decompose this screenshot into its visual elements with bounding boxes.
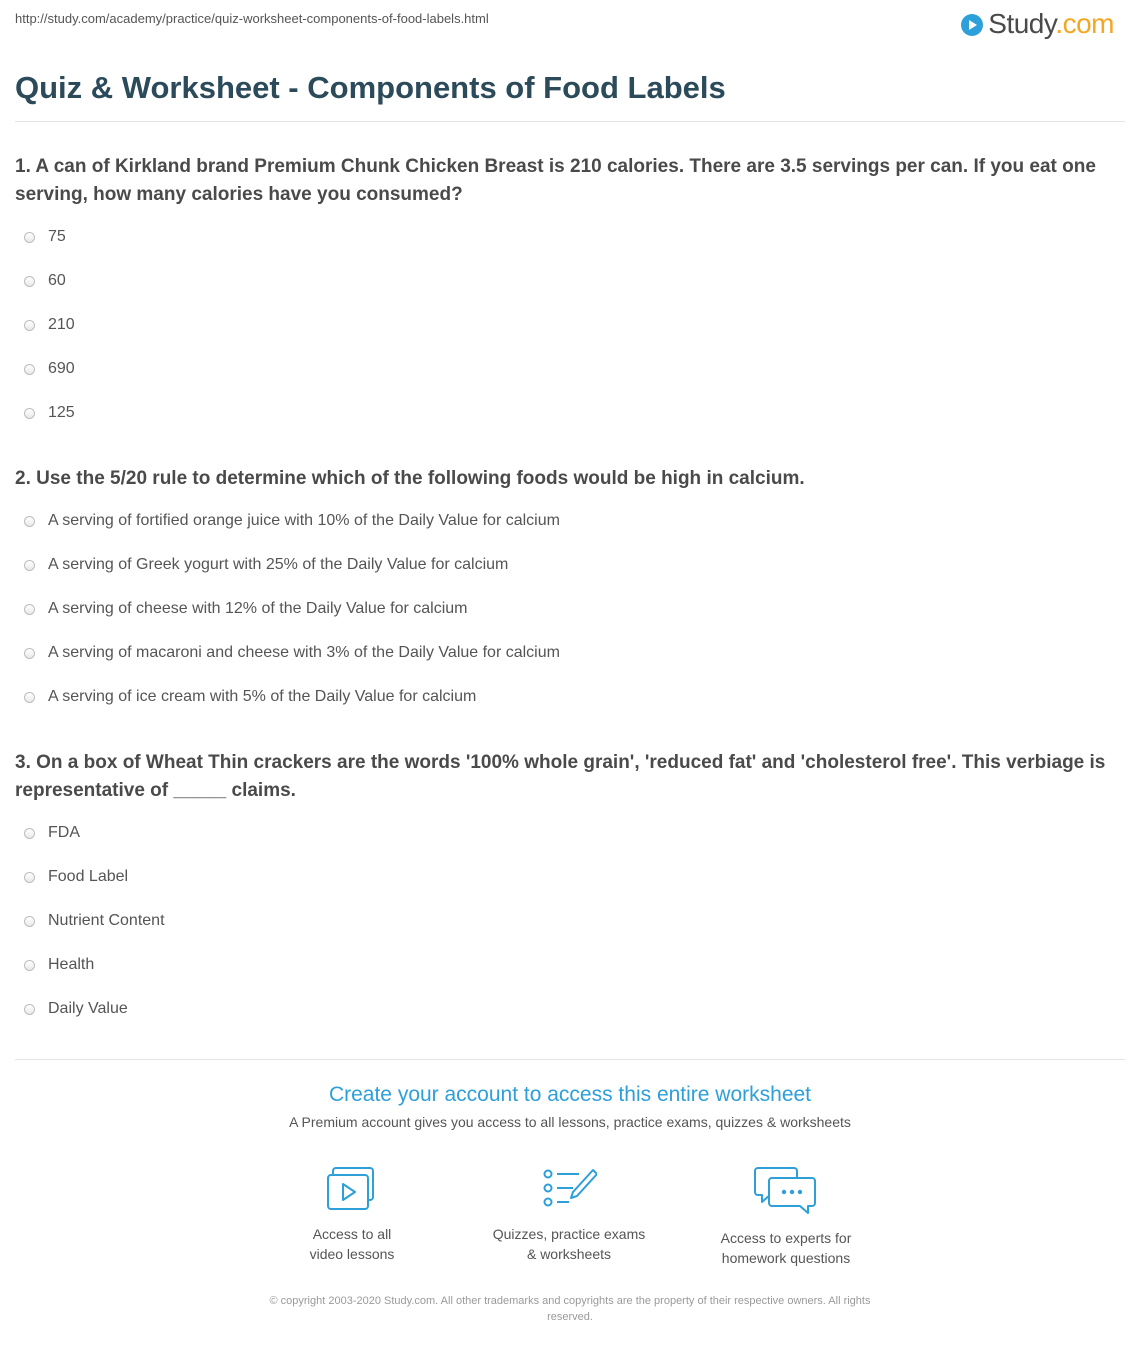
radio-button[interactable] xyxy=(24,560,35,571)
title-divider xyxy=(15,121,1125,122)
radio-button[interactable] xyxy=(24,364,35,375)
option-label: 210 xyxy=(48,316,75,333)
copyright-line-2: reserved. xyxy=(547,1311,593,1323)
option-label: A serving of macaroni and cheese with 3% of the Daily Value for calcium xyxy=(48,644,560,661)
copyright-footer xyxy=(210,1293,930,1325)
page-title: Quiz & Worksheet - Components of Food Labels xyxy=(15,70,726,105)
logo-word: Study xyxy=(988,8,1056,39)
question-2-option-3[interactable] xyxy=(24,600,467,618)
feature-label-line-2: & worksheets xyxy=(526,1246,612,1262)
question-2-option-5[interactable] xyxy=(24,688,476,706)
feature-label-line-1: Access to experts for xyxy=(720,1230,852,1246)
option-label: Health xyxy=(48,956,95,973)
question-3-option-4[interactable] xyxy=(24,956,94,974)
logo-suffix: .com xyxy=(1055,8,1114,39)
option-label: Food Label xyxy=(48,868,129,885)
question-1-option-5[interactable] xyxy=(24,404,75,422)
option-label: Daily Value xyxy=(48,1000,128,1017)
radio-button[interactable] xyxy=(24,232,35,243)
study-logo[interactable] xyxy=(961,8,1114,40)
cta-divider xyxy=(15,1059,1125,1060)
radio-button[interactable] xyxy=(24,828,35,839)
feature-label-line-2: homework questions xyxy=(721,1250,851,1266)
radio-button[interactable] xyxy=(24,1004,35,1015)
feature-label-line-2: video lessons xyxy=(309,1246,395,1262)
feature-label-line-1: Access to all xyxy=(312,1226,392,1242)
question-3-text: 3. On a box of Wheat Thin crackers are the words '100% whole grain', 'reduced fat' and 'cholesterol free'. This verbiage is representative of _____ claims. xyxy=(15,752,1106,801)
feature-label xyxy=(469,1224,669,1264)
option-label: A serving of cheese with 12% of the Daily Value for calcium xyxy=(48,600,468,617)
radio-button[interactable] xyxy=(24,960,35,971)
feature-quizzes xyxy=(469,1166,669,1264)
play-logo-icon xyxy=(961,14,983,36)
question-1-option-4[interactable] xyxy=(24,360,75,378)
question-1-option-1[interactable] xyxy=(24,228,66,246)
radio-button[interactable] xyxy=(24,692,35,703)
option-label: A serving of ice cream with 5% of the Daily Value for calcium xyxy=(48,688,477,705)
copyright-line-1: © copyright 2003-2020 Study.com. All other trademarks and copyrights are the property of their respective owners. All rights xyxy=(269,1295,871,1307)
page-url: http://study.com/academy/practice/quiz-worksheet-components-of-food-labels.html xyxy=(15,11,489,26)
feature-label xyxy=(686,1228,886,1268)
radio-button[interactable] xyxy=(24,516,35,527)
feature-label-line-1: Quizzes, practice exams xyxy=(492,1226,646,1242)
radio-button[interactable] xyxy=(24,408,35,419)
feature-label xyxy=(252,1224,452,1264)
question-3-option-1[interactable] xyxy=(24,824,80,842)
question-1-option-2[interactable] xyxy=(24,272,66,290)
option-label: A serving of Greek yogurt with 25% of the Daily Value for calcium xyxy=(48,556,509,573)
radio-button[interactable] xyxy=(24,320,35,331)
question-3-option-2[interactable] xyxy=(24,868,128,886)
radio-button[interactable] xyxy=(24,276,35,287)
radio-button[interactable] xyxy=(24,648,35,659)
option-label: Nutrient Content xyxy=(48,912,165,929)
option-label: 125 xyxy=(48,404,75,421)
option-label: A serving of fortified orange juice with 10% of the Daily Value for calcium xyxy=(48,512,560,529)
question-2-option-1[interactable] xyxy=(24,512,560,530)
radio-button[interactable] xyxy=(24,916,35,927)
create-account-link[interactable]: Create your account to access this entire worksheet xyxy=(328,1083,812,1106)
option-label: FDA xyxy=(48,824,80,841)
video-lessons-icon xyxy=(325,1166,379,1212)
quiz-list-icon xyxy=(541,1166,597,1212)
question-1-option-3[interactable] xyxy=(24,316,75,334)
feature-video-lessons xyxy=(252,1166,452,1264)
option-label: 60 xyxy=(48,272,66,289)
radio-button[interactable] xyxy=(24,872,35,883)
feature-experts xyxy=(686,1166,886,1268)
question-3-option-3[interactable] xyxy=(24,912,165,930)
question-2-option-4[interactable] xyxy=(24,644,560,662)
chat-bubbles-icon xyxy=(754,1166,818,1216)
question-2-text: 2. Use the 5/20 rule to determine which of the following foods would be high in calcium. xyxy=(15,468,805,489)
logo-text xyxy=(988,8,1114,40)
question-1-text: 1. A can of Kirkland brand Premium Chunk Chicken Breast is 210 calories. There are 3.5 servings per can. If you eat one serving, how many calories have you consumed? xyxy=(15,156,1096,205)
cta-subtitle: A Premium account gives you access to all lessons, practice exams, quizzes & worksheets xyxy=(289,1114,851,1130)
question-2-option-2[interactable] xyxy=(24,556,508,574)
radio-button[interactable] xyxy=(24,604,35,615)
question-3-option-5[interactable] xyxy=(24,1000,128,1018)
option-label: 75 xyxy=(48,228,66,245)
option-label: 690 xyxy=(48,360,75,377)
